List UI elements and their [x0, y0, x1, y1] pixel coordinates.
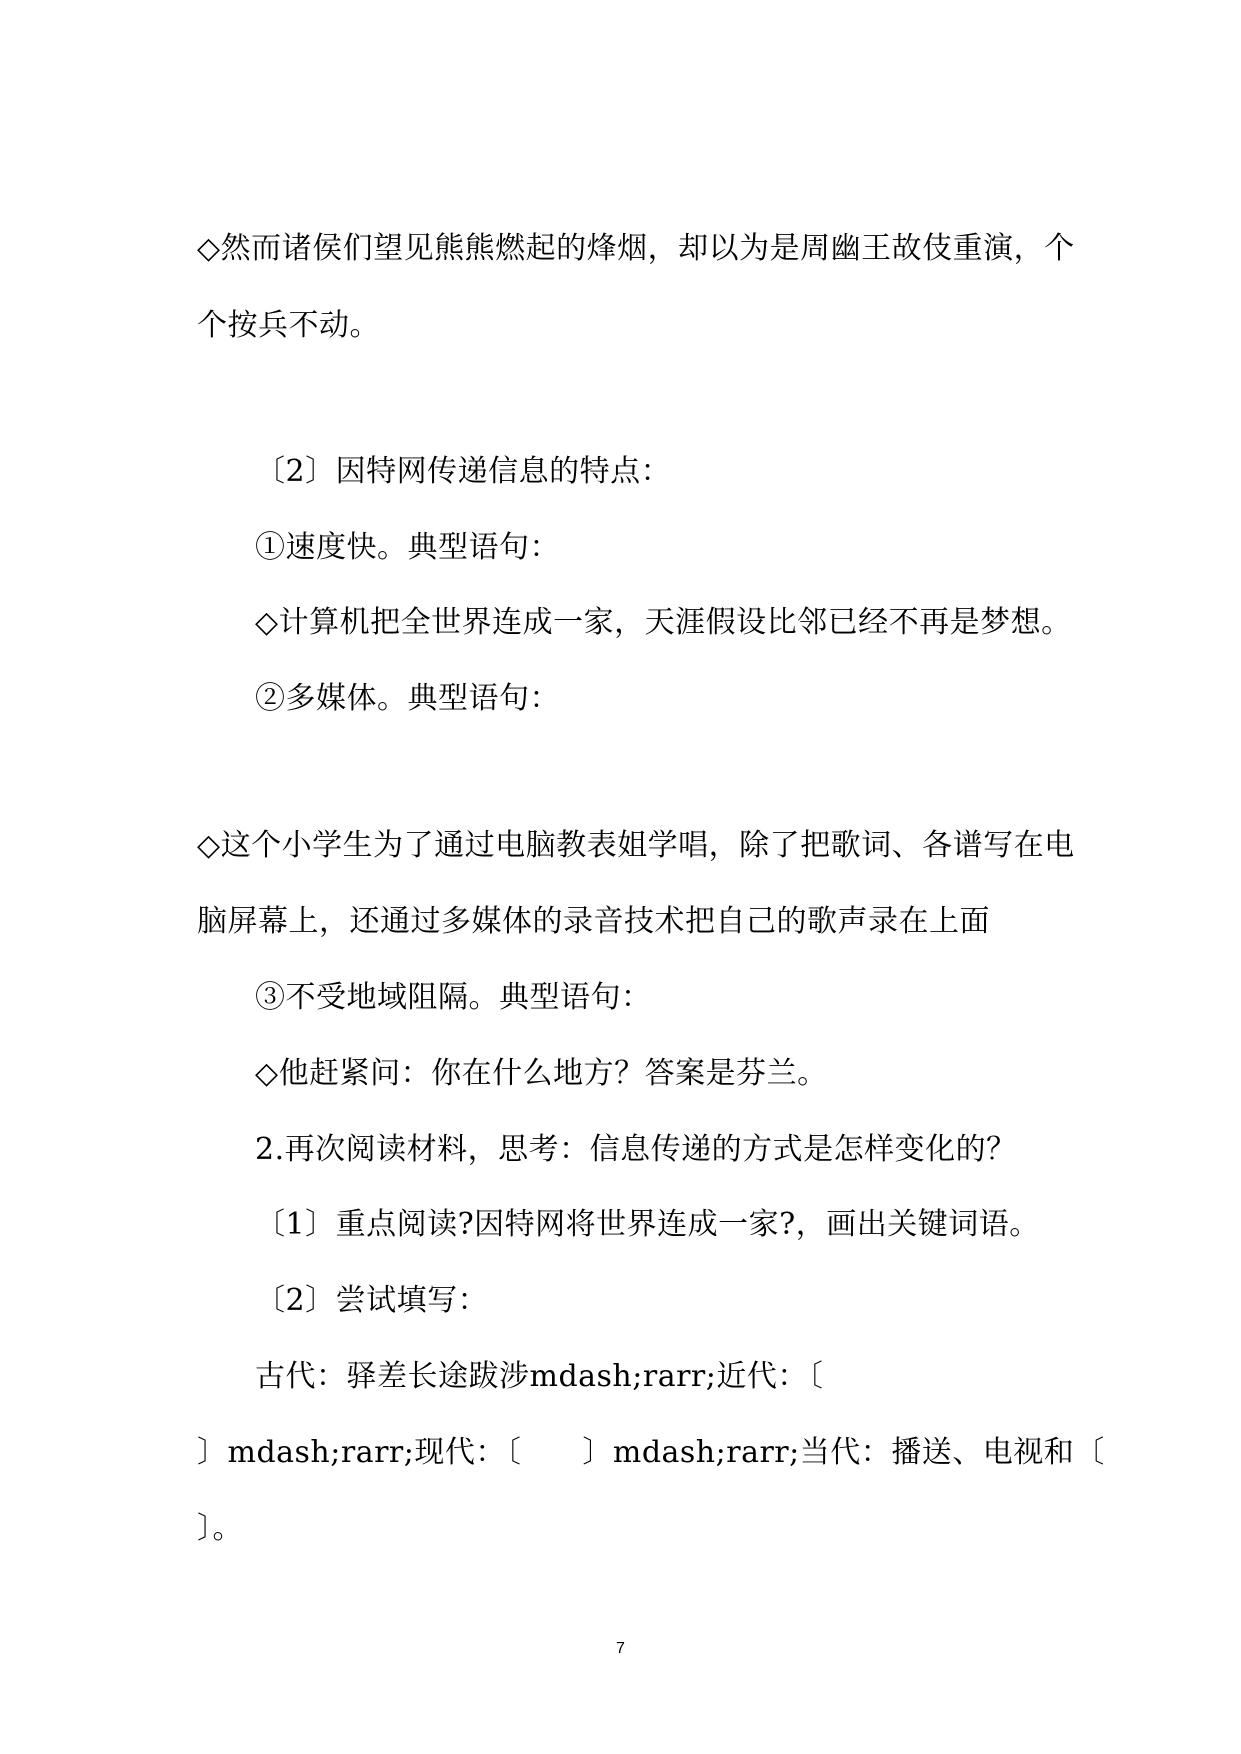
body-text-line: 〔2〕因特网传递信息的特点： [255, 454, 672, 489]
body-text-line: 〕mdash;rarr;现代：〔 〕mdash;rarr;当代：播送、电视和〔 [197, 1435, 1105, 1470]
body-text-line: ◇计算机把全世界连成一家，天涯假设比邻已经不再是梦想。 [255, 605, 1072, 640]
body-text-line: ③不受地域阻隔。典型语句： [255, 980, 652, 1015]
body-text-line: ◇然而诸侯们望见熊熊燃起的烽烟，却以为是周幽王故伎重演，个 [197, 231, 1075, 266]
body-text-line: 个按兵不动。 [197, 308, 380, 343]
body-text-line: ②多媒体。典型语句： [255, 681, 560, 716]
body-text-line: 〔2〕尝试填写： [255, 1283, 489, 1318]
body-text-line: 〕。 [197, 1511, 243, 1546]
body-text-line: ①速度快。典型语句： [255, 530, 560, 565]
body-text-line: 〔1〕重点阅读?因特网将世界连成一家?，画出关键词语。 [255, 1207, 1040, 1242]
body-text-line: 古代：驿差长途跋涉mdash;rarr;近代：〔 [255, 1359, 824, 1394]
body-text-line: ◇他赶紧问：你在什么地方？答案是芬兰。 [255, 1056, 828, 1091]
body-text-line: ◇这个小学生为了通过电脑教表姐学唱，除了把歌词、各谱写在电 [197, 828, 1075, 863]
body-text-line: 脑屏幕上，还通过多媒体的录音技术把自己的歌声录在上面 [197, 904, 990, 939]
body-text-line: 2.再次阅读材料，思考：信息传递的方式是怎样变化的？ [255, 1132, 1017, 1167]
page-number: 7 [616, 1640, 625, 1657]
